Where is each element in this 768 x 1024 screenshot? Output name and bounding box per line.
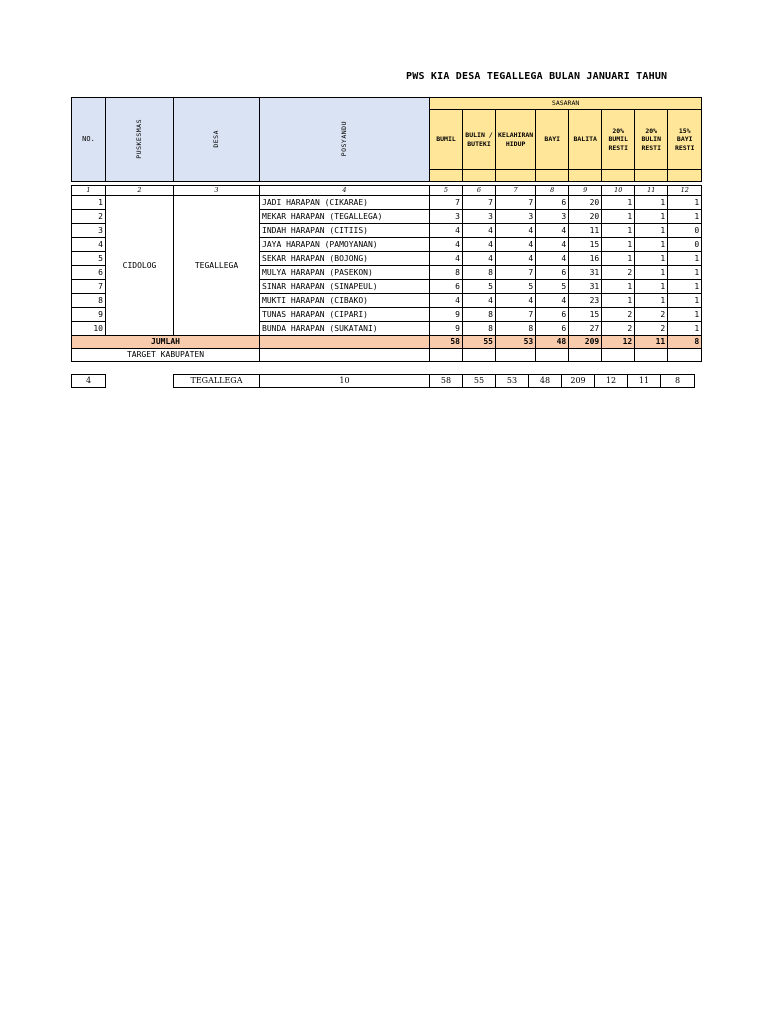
index-cell: 5 (430, 186, 463, 196)
value-cell: 8 (496, 322, 536, 336)
posyandu-cell: JADI HARAPAN (CIKARAE) (260, 196, 430, 210)
jumlah-label: JUMLAH (72, 336, 260, 349)
value-cell: 3 (463, 210, 496, 224)
header-gap-cell (602, 170, 635, 182)
value-cell: 1 (602, 294, 635, 308)
value-cell: 4 (430, 224, 463, 238)
row-no: 6 (72, 266, 106, 280)
value-cell: 1 (668, 252, 702, 266)
index-cell: 8 (536, 186, 569, 196)
value-cell: 4 (496, 238, 536, 252)
target-label: TARGET KABUPATEN (72, 349, 260, 362)
header-col-6: BULIN / BUTEKI (463, 110, 496, 170)
header-col-12: 15% BAYI RESTI (668, 110, 702, 170)
value-cell: 9 (430, 322, 463, 336)
value-cell: 0 (668, 238, 702, 252)
value-cell: 8 (463, 266, 496, 280)
value-cell: 1 (635, 280, 668, 294)
summary-blank (106, 375, 174, 388)
value-cell: 8 (430, 266, 463, 280)
value-cell: 0 (668, 224, 702, 238)
value-cell: 1 (602, 238, 635, 252)
value-cell: 20 (569, 196, 602, 210)
value-cell: 23 (569, 294, 602, 308)
value-cell: 6 (536, 266, 569, 280)
jumlah-value: 55 (463, 336, 496, 349)
summary-desa: TEGALLEGA (174, 375, 260, 388)
value-cell: 2 (635, 322, 668, 336)
target-value (668, 349, 702, 362)
value-cell: 1 (635, 266, 668, 280)
posyandu-cell: MULYA HARAPAN (PASEKON) (260, 266, 430, 280)
row-no: 10 (72, 322, 106, 336)
target-value (536, 349, 569, 362)
index-cell: 1 (72, 186, 106, 196)
header-col-7: KELAHIRAN HIDUP (496, 110, 536, 170)
index-cell: 9 (569, 186, 602, 196)
value-cell: 1 (668, 294, 702, 308)
value-cell: 6 (536, 196, 569, 210)
jumlah-value: 53 (496, 336, 536, 349)
value-cell: 1 (635, 196, 668, 210)
target-value (496, 349, 536, 362)
jumlah-value: 58 (430, 336, 463, 349)
value-cell: 1 (668, 196, 702, 210)
value-cell: 1 (668, 266, 702, 280)
value-cell: 4 (536, 252, 569, 266)
header-puskesmas: PUSKESMAS (106, 98, 174, 182)
row-no: 8 (72, 294, 106, 308)
index-cell: 12 (668, 186, 702, 196)
row-no: 1 (72, 196, 106, 210)
value-cell: 8 (463, 308, 496, 322)
value-cell: 1 (668, 322, 702, 336)
summary-value: 12 (595, 375, 628, 388)
target-value (463, 349, 496, 362)
value-cell: 4 (536, 224, 569, 238)
value-cell: 6 (430, 280, 463, 294)
value-cell: 4 (430, 294, 463, 308)
value-cell: 4 (536, 294, 569, 308)
value-cell: 7 (496, 308, 536, 322)
index-cell: 10 (602, 186, 635, 196)
posyandu-cell: SEKAR HARAPAN (BOJONG) (260, 252, 430, 266)
jumlah-blank (260, 336, 430, 349)
value-cell: 11 (569, 224, 602, 238)
value-cell: 1 (602, 196, 635, 210)
value-cell: 2 (602, 266, 635, 280)
header-gap-cell (569, 170, 602, 182)
header-sasaran: SASARAN (430, 98, 702, 110)
header-gap-cell (635, 170, 668, 182)
value-cell: 4 (463, 238, 496, 252)
index-cell: 11 (635, 186, 668, 196)
value-cell: 6 (536, 322, 569, 336)
value-cell: 4 (463, 252, 496, 266)
header-col-8: BAYI (536, 110, 569, 170)
posyandu-cell: BUNDA HARAPAN (SUKATANI) (260, 322, 430, 336)
value-cell: 1 (602, 224, 635, 238)
summary-value: 209 (562, 375, 595, 388)
value-cell: 1 (602, 210, 635, 224)
value-cell: 4 (463, 224, 496, 238)
table-row (72, 196, 702, 210)
jumlah-value: 11 (635, 336, 668, 349)
value-cell: 7 (463, 196, 496, 210)
value-cell: 7 (430, 196, 463, 210)
summary-posyandu: 10 (260, 375, 430, 388)
header-gap-cell (536, 170, 569, 182)
jumlah-value: 48 (536, 336, 569, 349)
header-col-5: BUMIL (430, 110, 463, 170)
value-cell: 1 (635, 294, 668, 308)
posyandu-cell: INDAH HARAPAN (CITIIS) (260, 224, 430, 238)
target-blank (260, 349, 430, 362)
posyandu-cell: TUNAS HARAPAN (CIPARI) (260, 308, 430, 322)
value-cell: 4 (536, 238, 569, 252)
value-cell: 31 (569, 280, 602, 294)
header-gap-cell (496, 170, 536, 182)
posyandu-cell: MUKTI HARAPAN (CIBAKO) (260, 294, 430, 308)
index-cell: 6 (463, 186, 496, 196)
value-cell: 7 (496, 266, 536, 280)
pws-kia-table (71, 97, 702, 362)
header-desa: DESA (174, 98, 260, 182)
value-cell: 7 (496, 196, 536, 210)
index-cell: 2 (106, 186, 174, 196)
puskesmas-cell: CIDOLOG (106, 196, 174, 336)
header-col-10: 20% BUMIL RESTI (602, 110, 635, 170)
value-cell: 15 (569, 308, 602, 322)
row-no: 4 (72, 238, 106, 252)
index-cell: 3 (174, 186, 260, 196)
value-cell: 16 (569, 252, 602, 266)
posyandu-cell: MEKAR HARAPAN (TEGALLEGA) (260, 210, 430, 224)
value-cell: 4 (430, 238, 463, 252)
row-no: 5 (72, 252, 106, 266)
header-col-11: 20% BULIN RESTI (635, 110, 668, 170)
value-cell: 4 (496, 252, 536, 266)
row-no: 3 (72, 224, 106, 238)
value-cell: 15 (569, 238, 602, 252)
summary-value: 8 (661, 375, 695, 388)
value-cell: 1 (668, 210, 702, 224)
header-gap-cell (430, 170, 463, 182)
value-cell: 4 (430, 252, 463, 266)
value-cell: 4 (496, 294, 536, 308)
value-cell: 9 (430, 308, 463, 322)
summary-value: 11 (628, 375, 661, 388)
summary-value: 55 (463, 375, 496, 388)
value-cell: 20 (569, 210, 602, 224)
jumlah-value: 209 (569, 336, 602, 349)
summary-table (71, 374, 695, 388)
value-cell: 2 (602, 308, 635, 322)
value-cell: 2 (635, 308, 668, 322)
value-cell: 5 (536, 280, 569, 294)
jumlah-value: 12 (602, 336, 635, 349)
value-cell: 4 (496, 224, 536, 238)
value-cell: 1 (635, 210, 668, 224)
summary-value: 53 (496, 375, 529, 388)
jumlah-value: 8 (668, 336, 702, 349)
value-cell: 3 (536, 210, 569, 224)
value-cell: 27 (569, 322, 602, 336)
posyandu-cell: JAYA HARAPAN (PAMOYANAN) (260, 238, 430, 252)
value-cell: 1 (668, 280, 702, 294)
summary-value: 58 (430, 375, 463, 388)
value-cell: 31 (569, 266, 602, 280)
value-cell: 1 (668, 308, 702, 322)
value-cell: 1 (602, 252, 635, 266)
value-cell: 3 (430, 210, 463, 224)
value-cell: 1 (635, 224, 668, 238)
summary-value: 48 (529, 375, 562, 388)
index-cell: 4 (260, 186, 430, 196)
value-cell: 5 (496, 280, 536, 294)
value-cell: 1 (602, 280, 635, 294)
page-title: PWS KIA DESA TEGALLEGA BULAN JANUARI TAHUN (406, 71, 668, 82)
header-no: NO. (72, 98, 106, 182)
row-no: 2 (72, 210, 106, 224)
row-no: 9 (72, 308, 106, 322)
header-col-9: BALITA (569, 110, 602, 170)
row-no: 7 (72, 280, 106, 294)
desa-cell: TEGALLEGA (174, 196, 260, 336)
value-cell: 1 (635, 238, 668, 252)
index-cell: 7 (496, 186, 536, 196)
target-value (602, 349, 635, 362)
value-cell: 1 (635, 252, 668, 266)
header-gap-cell (668, 170, 702, 182)
header-posyandu: POSYANDU (260, 98, 430, 182)
value-cell: 3 (496, 210, 536, 224)
summary-no: 4 (72, 375, 106, 388)
target-value (430, 349, 463, 362)
value-cell: 2 (602, 322, 635, 336)
header-gap-cell (463, 170, 496, 182)
target-value (569, 349, 602, 362)
value-cell: 5 (463, 280, 496, 294)
value-cell: 6 (536, 308, 569, 322)
value-cell: 4 (463, 294, 496, 308)
target-value (635, 349, 668, 362)
posyandu-cell: SINAR HARAPAN (SINAPEUL) (260, 280, 430, 294)
value-cell: 8 (463, 322, 496, 336)
